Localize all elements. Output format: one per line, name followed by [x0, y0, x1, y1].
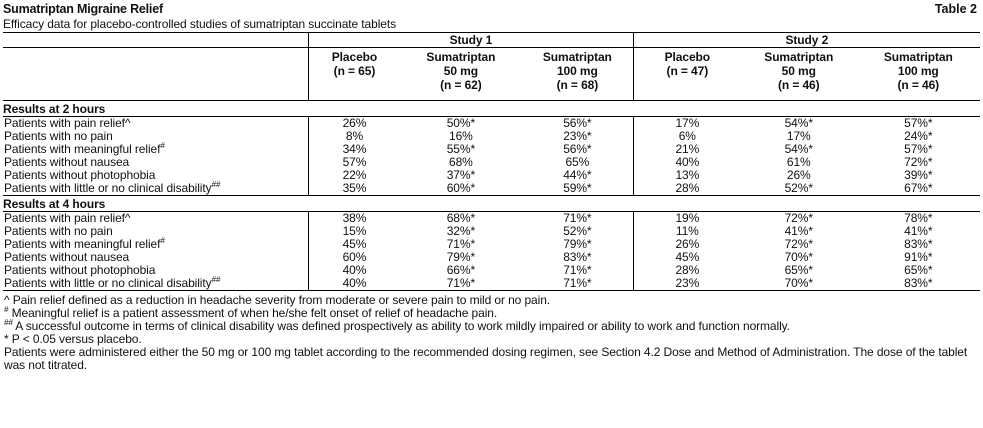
value-cell: 28% [633, 264, 741, 277]
row-label: Patients with no pain [4, 129, 113, 143]
value-cell: 24%* [904, 129, 933, 143]
empty-header-cell [3, 48, 309, 101]
value-cell: 37%* [446, 168, 476, 182]
column-name: Placebo [664, 50, 710, 64]
value-cell: 39%* [904, 168, 933, 182]
section-header-row [3, 101, 980, 117]
column-n: (n = 65) [333, 64, 376, 78]
value-cell: 54%* [784, 142, 813, 156]
value-cell: 16% [449, 129, 473, 143]
column-dose: 100 mg [556, 64, 598, 78]
column-header-2 [522, 48, 633, 101]
row-label: Patients without nausea [4, 155, 130, 169]
table-row [3, 212, 980, 226]
row-label: Patients with pain relief [4, 211, 125, 225]
title-row [3, 2, 980, 17]
value-cell: 70%* [784, 250, 813, 264]
footnote-marker: ## [4, 318, 13, 327]
value-cell: 52%* [741, 182, 857, 196]
table-subtitle: Efficacy data for placebo-controlled studies of sumatriptan succinate tablets [3, 17, 396, 31]
value-cell: 28% [633, 182, 741, 196]
value-cell: 41%* [904, 224, 933, 238]
footnote-marker: # [160, 236, 165, 245]
value-cell: 8% [309, 130, 400, 143]
value-cell: 41%* [784, 224, 813, 238]
column-header-3 [633, 48, 741, 101]
footnote-text: Meaningful relief is a patient assessment of when he/she felt onset of relief of headache pain. [8, 306, 498, 320]
value-cell: 67%* [857, 182, 980, 196]
section-heading: Results at 4 hours [3, 196, 980, 212]
footnote-marker: ^ [4, 293, 10, 307]
value-cell: 26% [786, 168, 811, 182]
value-cell: 72%* [784, 237, 813, 251]
section-heading: Results at 2 hours [3, 101, 980, 117]
row-label: Patients with pain relief [4, 116, 125, 130]
value-cell: 26% [309, 117, 400, 131]
column-n: (n = 68) [556, 78, 599, 92]
row-label: Patients without photophobia [4, 263, 156, 277]
footnote-text: * P < 0.05 versus placebo. [4, 332, 142, 346]
value-cell: 78%* [904, 211, 933, 225]
value-cell: 57%* [904, 116, 933, 130]
value-cell: 55%* [446, 142, 476, 156]
value-cell: 40% [633, 156, 741, 169]
column-n: (n = 46) [777, 78, 820, 92]
value-cell: 79%* [446, 250, 476, 264]
value-cell: 83%* [857, 277, 980, 291]
table-row [3, 182, 980, 196]
column-name: Sumatriptan [764, 50, 834, 64]
value-cell: 65% [565, 155, 590, 169]
value-cell: 13% [633, 169, 741, 182]
value-cell: 65%* [904, 263, 933, 277]
value-cell: 56%* [563, 142, 592, 156]
group-header-row [3, 48, 980, 101]
value-cell: 38% [309, 212, 400, 226]
value-cell: 71%* [563, 211, 592, 225]
value-cell: 57%* [904, 142, 933, 156]
column-name: Sumatriptan [426, 50, 496, 64]
footnote-marker: ## [211, 180, 221, 189]
study-1-header: Study 1 [309, 33, 634, 48]
value-cell: 83%* [563, 250, 592, 264]
row-label-cell [3, 117, 309, 131]
row-label: Patients with meaningful relief [4, 237, 161, 251]
table-row [3, 277, 980, 291]
value-cell: 61% [786, 155, 811, 169]
value-cell: 72%* [904, 155, 933, 169]
column-dose: 50 mg [443, 64, 478, 78]
column-dose: 50 mg [781, 64, 816, 78]
row-label: Patients without nausea [4, 250, 130, 264]
value-cell: 40% [309, 264, 400, 277]
value-cell: 23%* [563, 129, 592, 143]
value-cell: 19% [633, 212, 741, 226]
row-label: Patients with little or no clinical disability [4, 276, 212, 290]
row-label-cell [3, 212, 309, 226]
value-cell: 71%* [522, 277, 633, 291]
table-title: Sumatriptan Migraine Relief [3, 2, 163, 16]
value-cell: 35% [309, 182, 400, 196]
value-cell: 54%* [784, 116, 813, 130]
value-cell: 83%* [904, 237, 933, 251]
column-name: Sumatriptan [542, 50, 612, 64]
footnote-marker: # [4, 305, 9, 314]
value-cell: 40% [309, 277, 400, 291]
value-cell: 68%* [446, 211, 476, 225]
value-cell: 6% [633, 130, 741, 143]
value-cell: 60% [309, 251, 400, 264]
table-row [3, 238, 980, 251]
column-n: (n = 47) [666, 64, 709, 78]
value-cell: 23% [633, 277, 741, 291]
table-number: Table 2 [934, 2, 977, 16]
footnote-text: Pain relief defined as a reduction in headache severity from moderate or severe pain to mild or no pain. [9, 293, 551, 307]
value-cell: 22% [309, 169, 400, 182]
column-n: (n = 46) [897, 78, 940, 92]
value-cell: 26% [633, 238, 741, 251]
study-header-row [3, 33, 980, 48]
table-row [3, 143, 980, 156]
column-n: (n = 62) [440, 78, 482, 92]
footnote-text: Patients were administered either the 50 mg or 100 mg tablet according to the recommended dosing regimen, see Section 4.2 Dose and Method of Administration. The dose of the tablet was not titrated. [4, 345, 968, 372]
study-2-header: Study 2 [633, 33, 980, 48]
value-cell: 21% [633, 143, 741, 156]
row-label: Patients with meaningful relief [4, 142, 161, 156]
column-dose: 100 mg [897, 64, 939, 78]
value-cell: 72%* [784, 211, 813, 225]
value-cell: 68% [449, 155, 473, 169]
section-header-row [3, 196, 980, 212]
value-cell: 34% [309, 143, 400, 156]
column-header-0 [309, 48, 400, 101]
value-cell: 57% [309, 156, 400, 169]
value-cell: 15% [309, 225, 400, 238]
footnote [4, 320, 980, 333]
column-header-4 [741, 48, 857, 101]
column-header-5 [857, 48, 980, 101]
efficacy-table [3, 32, 980, 291]
footnote-marker: ^ [124, 211, 131, 225]
row-label-cell [3, 182, 309, 196]
value-cell: 70%* [741, 277, 857, 291]
value-cell: 91%* [904, 250, 933, 264]
value-cell: 17% [786, 129, 811, 143]
column-name: Placebo [331, 50, 378, 64]
footnote-text: A successful outcome in terms of clinical disability was defined prospectively as ability to work mildly impaired or ability to work and function normally. [12, 319, 790, 333]
footnote-marker: # [160, 141, 165, 150]
value-cell: 71%* [563, 263, 592, 277]
value-cell: 65%* [784, 263, 813, 277]
value-cell: 44%* [563, 168, 592, 182]
footnote [4, 346, 976, 372]
value-cell: 60%* [400, 182, 522, 196]
column-name: Sumatriptan [883, 50, 953, 64]
footnote-marker: ^ [124, 116, 131, 130]
column-header-1 [400, 48, 522, 101]
row-label: Patients with little or no clinical disability [4, 181, 212, 195]
value-cell: 45% [309, 238, 400, 251]
footnote-marker: ## [211, 275, 221, 284]
row-label: Patients without photophobia [4, 168, 156, 182]
row-label-cell [3, 277, 309, 291]
value-cell: 50%* [446, 116, 476, 130]
value-cell: 45% [633, 251, 741, 264]
value-cell: 32%* [446, 224, 476, 238]
table-row [3, 117, 980, 131]
value-cell: 71%* [446, 237, 476, 251]
value-cell: 79%* [563, 237, 592, 251]
value-cell: 52%* [563, 224, 592, 238]
footnotes [3, 294, 980, 372]
value-cell: 56%* [563, 116, 592, 130]
row-label: Patients with no pain [4, 224, 113, 238]
value-cell: 71%* [400, 277, 522, 291]
value-cell: 17% [633, 117, 741, 131]
value-cell: 11% [633, 225, 741, 238]
empty-header-cell [3, 33, 309, 48]
value-cell: 66%* [446, 263, 476, 277]
value-cell: 59%* [522, 182, 633, 196]
